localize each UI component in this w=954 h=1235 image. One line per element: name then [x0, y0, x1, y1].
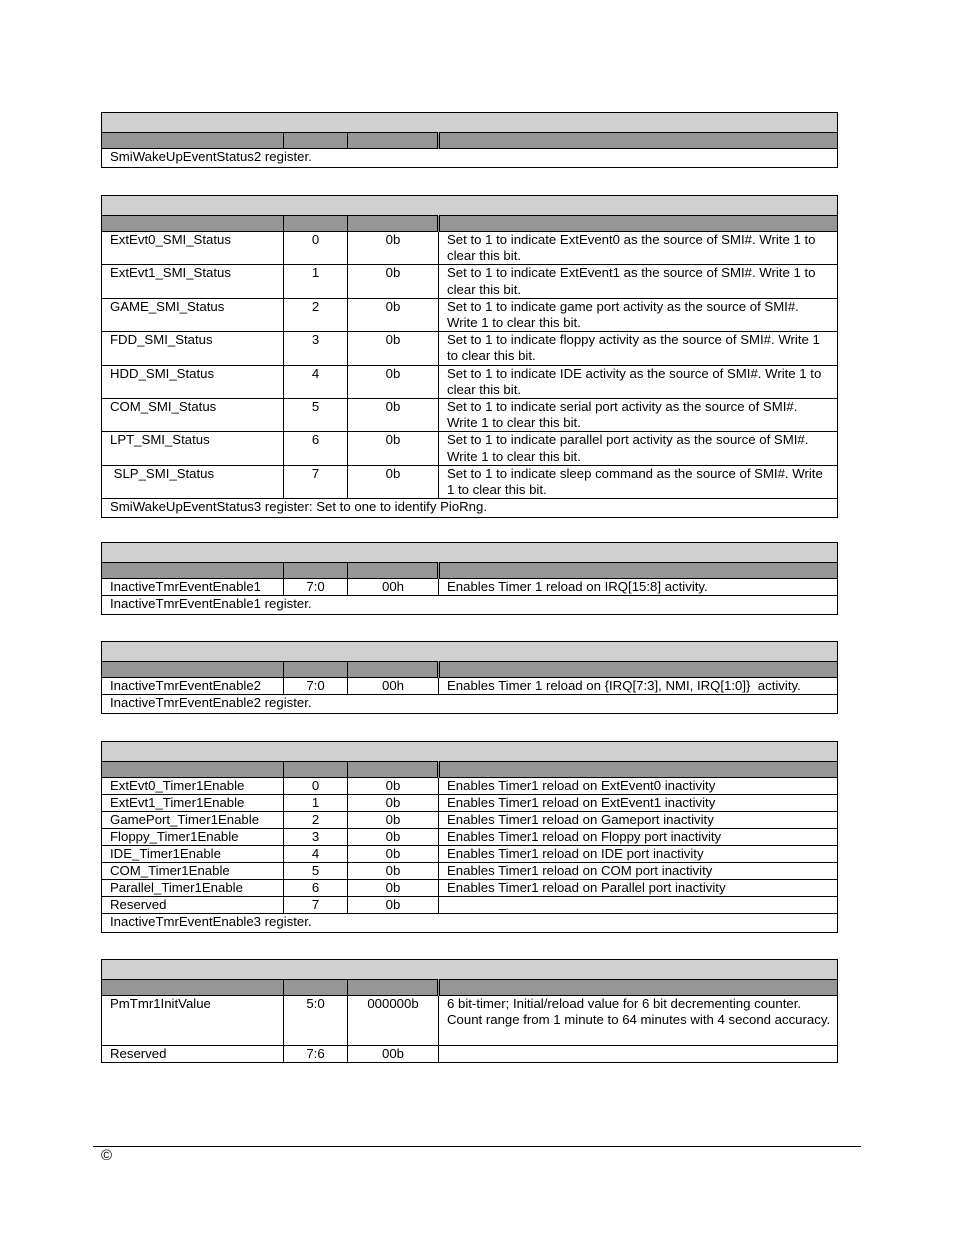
default-value: 0b	[348, 399, 439, 432]
default-value: 0b	[348, 432, 439, 465]
field-name: PmTmr1InitValue	[102, 996, 284, 1046]
description: Set to 1 to indicate serial port activity as the source of SMI#. Write 1 to clear this bit.	[439, 399, 838, 432]
bits: 5:0	[284, 996, 348, 1046]
table-footnote-row	[102, 499, 838, 518]
table-row	[102, 778, 838, 795]
table-header-row	[102, 133, 838, 149]
description: Enables Timer1 reload on COM port inactivity	[439, 863, 838, 880]
table-title-bar	[102, 113, 838, 133]
bits: 1	[284, 265, 348, 298]
field-name: COM_Timer1Enable	[102, 863, 284, 880]
table-header-row	[102, 980, 838, 996]
description: Enables Timer1 reload on ExtEvent1 inactivity	[439, 795, 838, 812]
field-name: ExtEvt1_Timer1Enable	[102, 795, 284, 812]
bits: 1	[284, 795, 348, 812]
field-name: GamePort_Timer1Enable	[102, 812, 284, 829]
description: Set to 1 to indicate floppy activity as the source of SMI#. Write 1 to clear this bit.	[439, 332, 838, 365]
table-row	[102, 678, 838, 695]
table-title-bar	[102, 196, 838, 216]
description: Set to 1 to indicate ExtEvent1 as the source of SMI#. Write 1 to clear this bit.	[439, 265, 838, 298]
default-value: 0b	[348, 846, 439, 863]
table-row	[102, 298, 838, 331]
description: Enables Timer1 reload on IDE port inactivity	[439, 846, 838, 863]
table-row	[102, 846, 838, 863]
bits: 6	[284, 880, 348, 897]
table-footnote: SmiWakeUpEventStatus3 register: Set to one to identify PioRng.	[102, 499, 838, 518]
bits: 7	[284, 897, 348, 914]
default-value: 0b	[348, 332, 439, 365]
bits: 0	[284, 232, 348, 265]
bits: 7:6	[284, 1046, 348, 1063]
field-name: HDD_SMI_Status	[102, 365, 284, 398]
table-footnote-row	[102, 695, 838, 714]
field-name: ExtEvt0_Timer1Enable	[102, 778, 284, 795]
register-table-inactive-tmr-enable3	[101, 741, 838, 933]
description: Enables Timer1 reload on Parallel port inactivity	[439, 880, 838, 897]
table-title-bar	[102, 543, 838, 563]
default-value: 0b	[348, 812, 439, 829]
table-row	[102, 579, 838, 596]
register-table-inactive-tmr-enable2	[101, 641, 838, 714]
default-value: 0b	[348, 298, 439, 331]
table-row	[102, 265, 838, 298]
field-name: Floppy_Timer1Enable	[102, 829, 284, 846]
register-table-pmtmr1-init	[101, 959, 838, 1063]
bits: 6	[284, 432, 348, 465]
table-header-row	[102, 662, 838, 678]
table-row	[102, 465, 838, 498]
default-value: 000000b	[348, 996, 439, 1046]
description: Enables Timer1 reload on ExtEvent0 inactivity	[439, 778, 838, 795]
bits: 7	[284, 465, 348, 498]
field-name: GAME_SMI_Status	[102, 298, 284, 331]
default-value: 0b	[348, 265, 439, 298]
default-value: 00h	[348, 678, 439, 695]
default-value: 0b	[348, 897, 439, 914]
description: Set to 1 to indicate game port activity as the source of SMI#. Write 1 to clear this bit.	[439, 298, 838, 331]
footer-divider	[93, 1146, 861, 1147]
table-footnote-row	[102, 914, 838, 933]
bits: 3	[284, 332, 348, 365]
table-row	[102, 880, 838, 897]
default-value: 0b	[348, 778, 439, 795]
table-row	[102, 996, 838, 1046]
default-value: 0b	[348, 232, 439, 265]
field-name: LPT_SMI_Status	[102, 432, 284, 465]
description: Set to 1 to indicate sleep command as the source of SMI#. Write 1 to clear this bit.	[439, 465, 838, 498]
field-name: Parallel_Timer1Enable	[102, 880, 284, 897]
table-row	[102, 897, 838, 914]
bits: 5	[284, 863, 348, 880]
field-name: InactiveTmrEventEnable2	[102, 678, 284, 695]
bits: 3	[284, 829, 348, 846]
description	[439, 1046, 838, 1063]
bits: 2	[284, 812, 348, 829]
table-footnote: InactiveTmrEventEnable3 register.	[102, 914, 838, 933]
bits: 5	[284, 399, 348, 432]
table-row	[102, 365, 838, 398]
description: 6 bit-timer; Initial/reload value for 6 bit decrementing counter. Count range from 1 minute to 64 minutes with 4 second accuracy.	[439, 996, 838, 1046]
description: Enables Timer1 reload on Floppy port inactivity	[439, 829, 838, 846]
description: Set to 1 to indicate ExtEvent0 as the source of SMI#. Write 1 to clear this bit.	[439, 232, 838, 265]
table-title-bar	[102, 642, 838, 662]
register-table-smiwakeup-status2	[101, 112, 838, 168]
default-value: 0b	[348, 863, 439, 880]
field-name: ExtEvt1_SMI_Status	[102, 265, 284, 298]
field-name: InactiveTmrEventEnable1	[102, 579, 284, 596]
description: Enables Timer1 reload on Gameport inactivity	[439, 812, 838, 829]
description: Enables Timer 1 reload on {IRQ[7:3], NMI, IRQ[1:0]} activity.	[439, 678, 838, 695]
bits: 0	[284, 778, 348, 795]
table-header-row	[102, 563, 838, 579]
bits: 4	[284, 846, 348, 863]
table-row	[102, 399, 838, 432]
bits: 7:0	[284, 678, 348, 695]
description: Set to 1 to indicate parallel port activity as the source of SMI#. Write 1 to clear this bit.	[439, 432, 838, 465]
field-name: Reserved	[102, 1046, 284, 1063]
table-header-row	[102, 762, 838, 778]
field-name: IDE_Timer1Enable	[102, 846, 284, 863]
table-row	[102, 232, 838, 265]
default-value: 0b	[348, 465, 439, 498]
register-table-smiwakeup-status3	[101, 195, 838, 518]
description	[439, 897, 838, 914]
table-row	[102, 829, 838, 846]
bits: 4	[284, 365, 348, 398]
field-name: FDD_SMI_Status	[102, 332, 284, 365]
table-footnote-row	[102, 149, 838, 168]
default-value: 0b	[348, 795, 439, 812]
default-value: 0b	[348, 829, 439, 846]
description: Enables Timer 1 reload on IRQ[15:8] activity.	[439, 579, 838, 596]
default-value: 0b	[348, 365, 439, 398]
table-footnote: InactiveTmrEventEnable1 register.	[102, 596, 838, 615]
field-name: Reserved	[102, 897, 284, 914]
register-table-inactive-tmr-enable1	[101, 542, 838, 615]
table-row	[102, 863, 838, 880]
default-value: 0b	[348, 880, 439, 897]
table-title-bar	[102, 960, 838, 980]
table-footnote: SmiWakeUpEventStatus2 register.	[102, 149, 838, 168]
table-row	[102, 332, 838, 365]
table-title-bar	[102, 742, 838, 762]
table-header-row	[102, 216, 838, 232]
copyright-symbol: ©	[101, 1147, 113, 1164]
table-row	[102, 432, 838, 465]
field-name: COM_SMI_Status	[102, 399, 284, 432]
default-value: 00h	[348, 579, 439, 596]
field-name: ExtEvt0_SMI_Status	[102, 232, 284, 265]
default-value: 00b	[348, 1046, 439, 1063]
table-row	[102, 812, 838, 829]
description: Set to 1 to indicate IDE activity as the source of SMI#. Write 1 to clear this bit.	[439, 365, 838, 398]
bits: 7:0	[284, 579, 348, 596]
table-footnote-row	[102, 596, 838, 615]
table-footnote: InactiveTmrEventEnable2 register.	[102, 695, 838, 714]
table-row	[102, 1046, 838, 1063]
table-row	[102, 795, 838, 812]
bits: 2	[284, 298, 348, 331]
field-name: SLP_SMI_Status	[102, 465, 284, 498]
